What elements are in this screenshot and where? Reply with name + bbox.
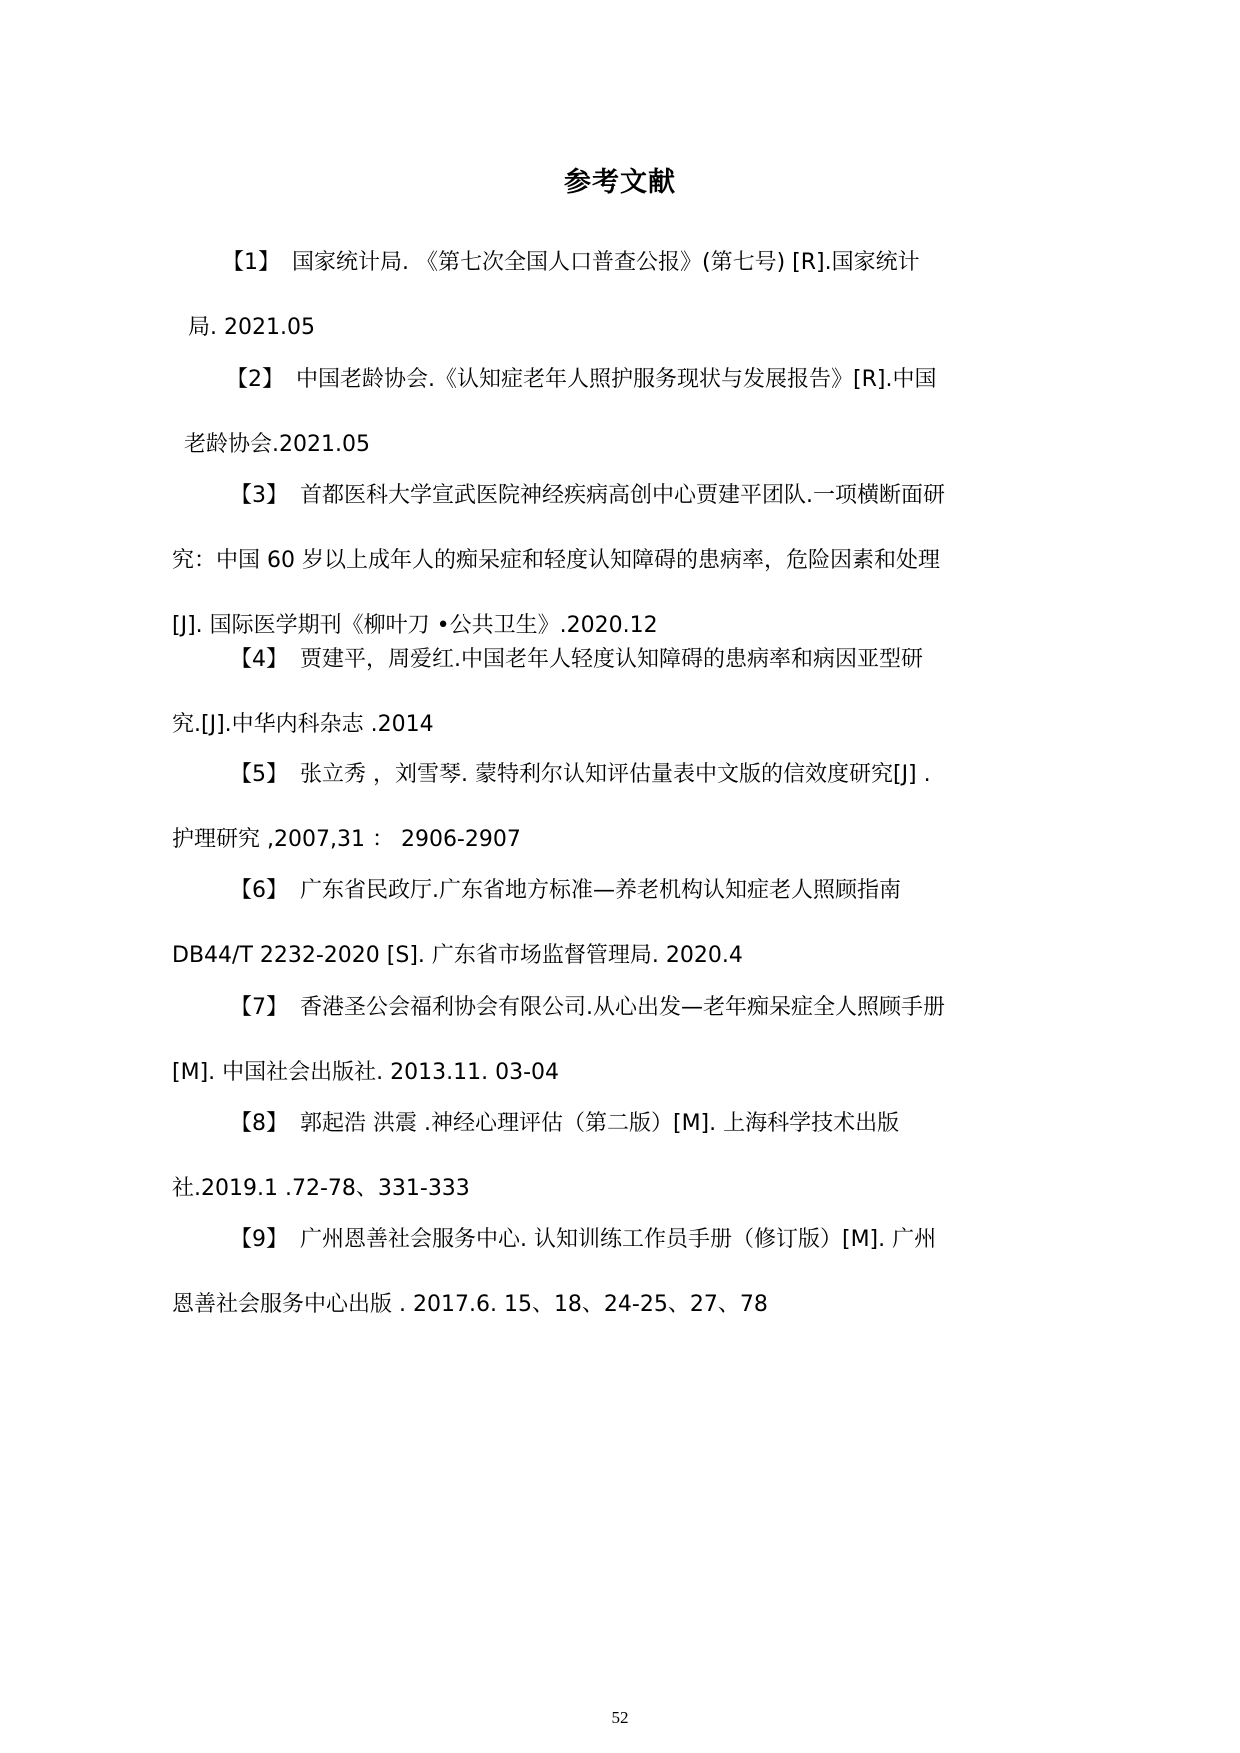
reference-item-5: [172, 742, 1032, 872]
reference-text-continued: 社.2019.1 .72-78、331-333: [172, 1176, 470, 1201]
reference-text: 中国老龄协会.《认知症老年人照护服务现状与发展报告》[R].中国: [296, 367, 937, 392]
page-title: 参考文献: [564, 167, 676, 198]
reference-text-continued: 护理研究 ,2007,31 ： 2906-2907: [172, 827, 521, 852]
reference-item-8: [172, 1091, 1032, 1221]
reference-item-7: [172, 975, 1032, 1105]
reference-text: 首都医科大学宣武医院神经疾病高创中心贾建平团队.一项横断面研: [300, 483, 945, 508]
reference-text-continued: 恩善社会服务中心出版 . 2017.6. 15、18、24-25、27、78: [172, 1292, 768, 1317]
reference-item-2: [184, 347, 1052, 477]
reference-text: 广州恩善社会服务中心. 认知训练工作员手册（修订版）[M]. 广州: [300, 1227, 937, 1252]
reference-text: 贾建平，周爱红.中国老年人轻度认知障碍的患病率和病因亚型研: [300, 647, 923, 672]
reference-text-continued: 老龄协会.2021.05: [184, 432, 370, 457]
reference-item-9: [172, 1207, 1032, 1337]
reference-text-continued: DB44/T 2232-2020 [S]. 广东省市场监督管理局. 2020.4: [172, 943, 743, 968]
reference-number: 【8】: [230, 1111, 288, 1136]
reference-item-4: [172, 627, 1032, 757]
reference-text-continued: 究.[J].中华内科杂志 .2014: [172, 712, 434, 737]
reference-number: 【9】: [230, 1227, 288, 1252]
reference-number: 【2】: [226, 367, 284, 392]
reference-number: 【5】: [230, 762, 288, 787]
reference-item-1: [188, 230, 1052, 360]
reference-text: 国家统计局. 《第七次全国人口普查公报》(第七号) [R].国家统计: [292, 250, 920, 275]
reference-number: 【4】: [230, 647, 288, 672]
reference-text: 张立秀 ，刘雪琴. 蒙特利尔认知评估量表中文版的信效度研究[J] .: [300, 762, 931, 787]
reference-number: 【6】: [230, 878, 288, 903]
reference-text-continued: [M]. 中国社会出版社. 2013.11. 03-04: [172, 1060, 560, 1085]
reference-text: 广东省民政厅.广东省地方标准—养老机构认知症老人照顾指南: [300, 878, 901, 903]
reference-text-continued: [J]. 国际医学期刊《柳叶刀 •公共卫生》.2020.12: [172, 613, 658, 638]
reference-text-continued: 究：中国 60 岁以上成年人的痴呆症和轻度认知障碍的患病率，危险因素和处理: [172, 548, 940, 573]
reference-item-6: [172, 858, 1032, 988]
reference-number: 【1】: [222, 250, 280, 275]
reference-text: 香港圣公会福利协会有限公司.从心出发—老年痴呆症全人照顾手册: [300, 995, 945, 1020]
reference-number: 【7】: [230, 995, 288, 1020]
page-number: 52: [611, 1708, 629, 1727]
reference-text: 郭起浩 洪震 .神经心理评估（第二版）[M]. 上海科学技术出版: [300, 1111, 900, 1136]
reference-text-continued: 局. 2021.05: [188, 315, 315, 340]
reference-number: 【3】: [230, 483, 288, 508]
